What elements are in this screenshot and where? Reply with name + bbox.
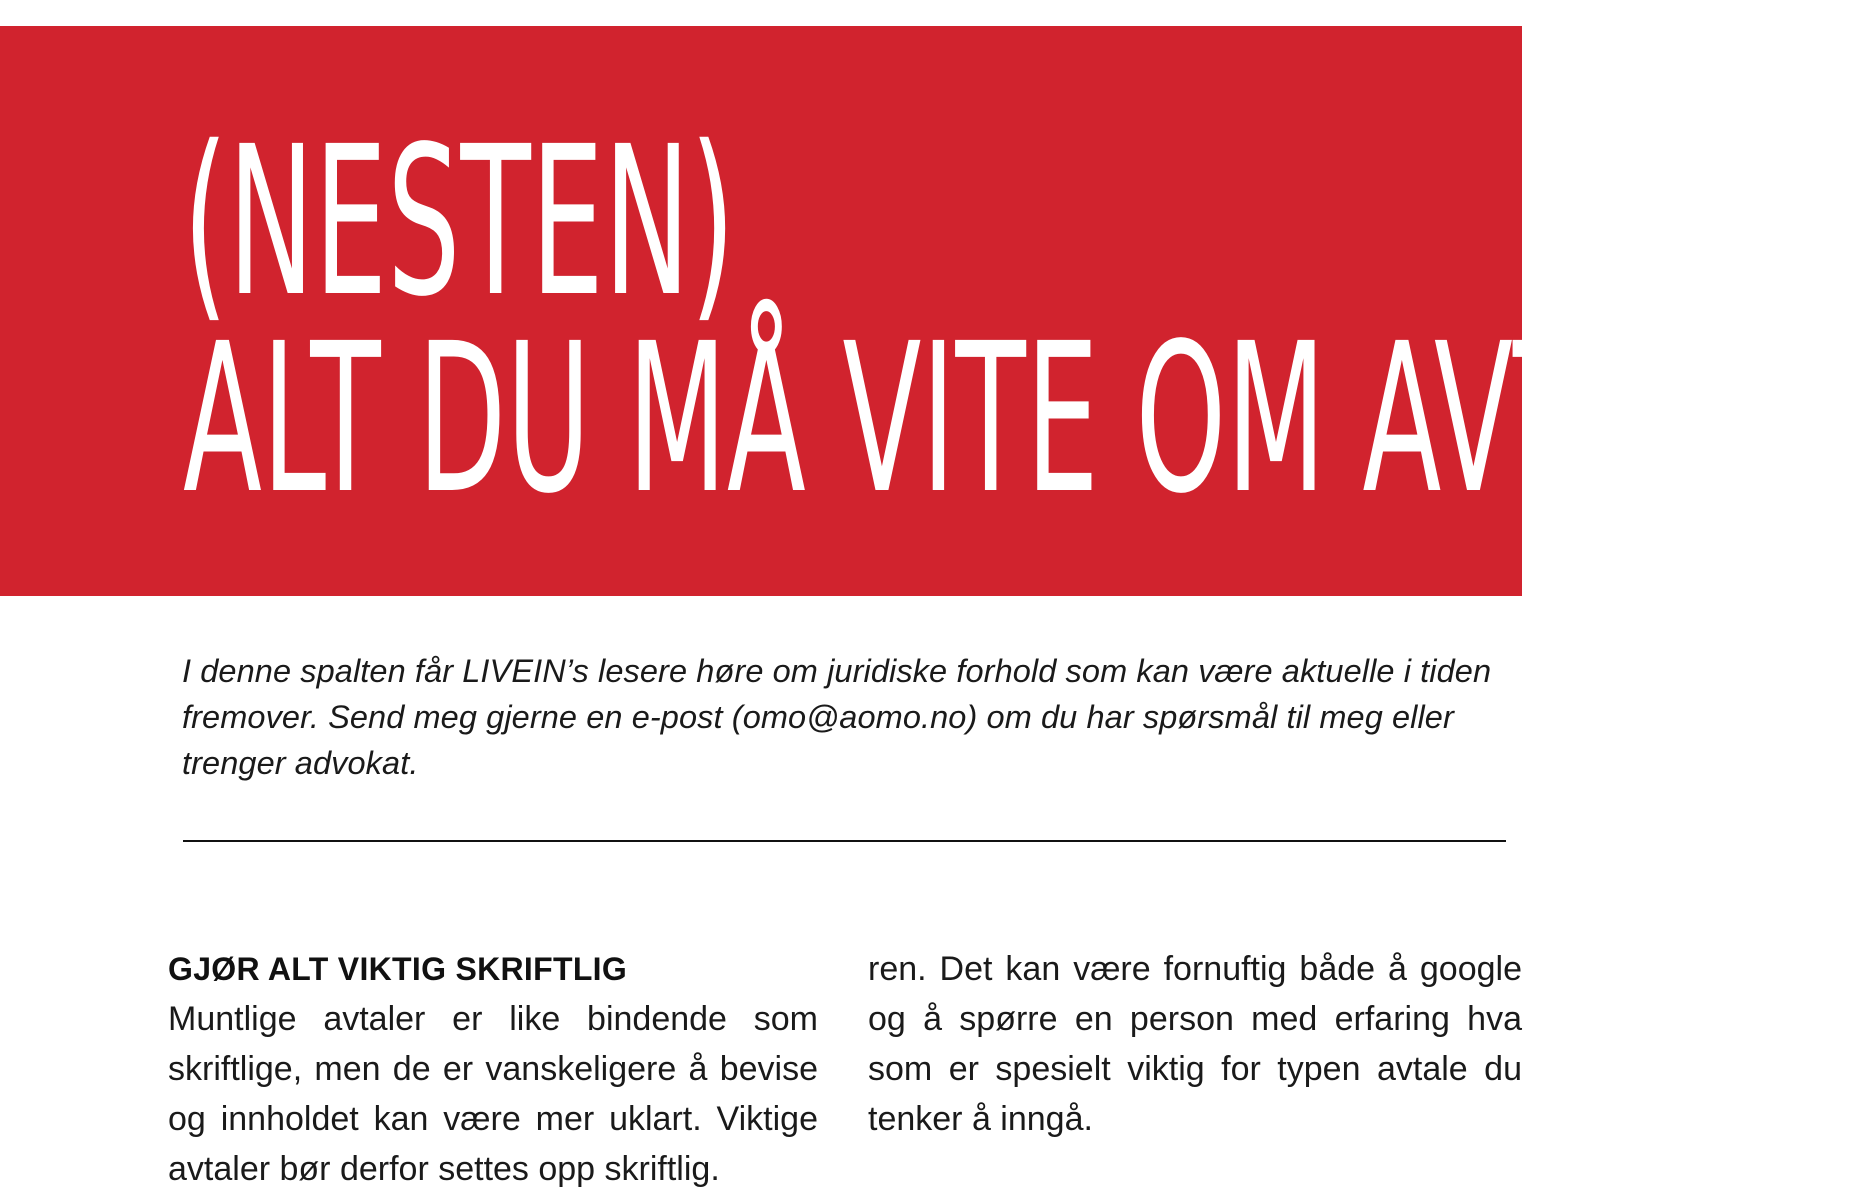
article-column-right xyxy=(868,944,1522,1144)
body-paragraph-left: Muntlige avtaler er like bindende som skriftlige, men de er vanskeligere å bevise og innholdet kan være mer uklart. Viktige avtaler bør derfor settes opp skriftlig. xyxy=(168,1000,818,1188)
intro-paragraph: I denne spalten får LIVEIN’s lesere høre om juridiske forhold som kan være aktuelle i tiden fremover. Send meg gjerne en e-post (omo@aomo.no) om du har spørsmål til meg eller trenger advokat. xyxy=(182,653,1492,781)
title-banner xyxy=(0,26,1871,596)
section-heading: GJØR ALT VIKTIG SKRIFTLIG xyxy=(168,951,628,987)
divider-line xyxy=(183,840,1506,842)
article-column-left xyxy=(168,944,818,1194)
headline-line-1: (NESTEN) xyxy=(183,102,736,342)
headline-line-2: ALT DU MÅ VITE OM AVTALER xyxy=(183,299,1871,539)
body-paragraph-right: ren. Det kan være fornuftig både å google og å spørre en person med erfaring hva som er spesielt viktig for typen avtale du tenker å inngå. xyxy=(868,950,1522,1138)
